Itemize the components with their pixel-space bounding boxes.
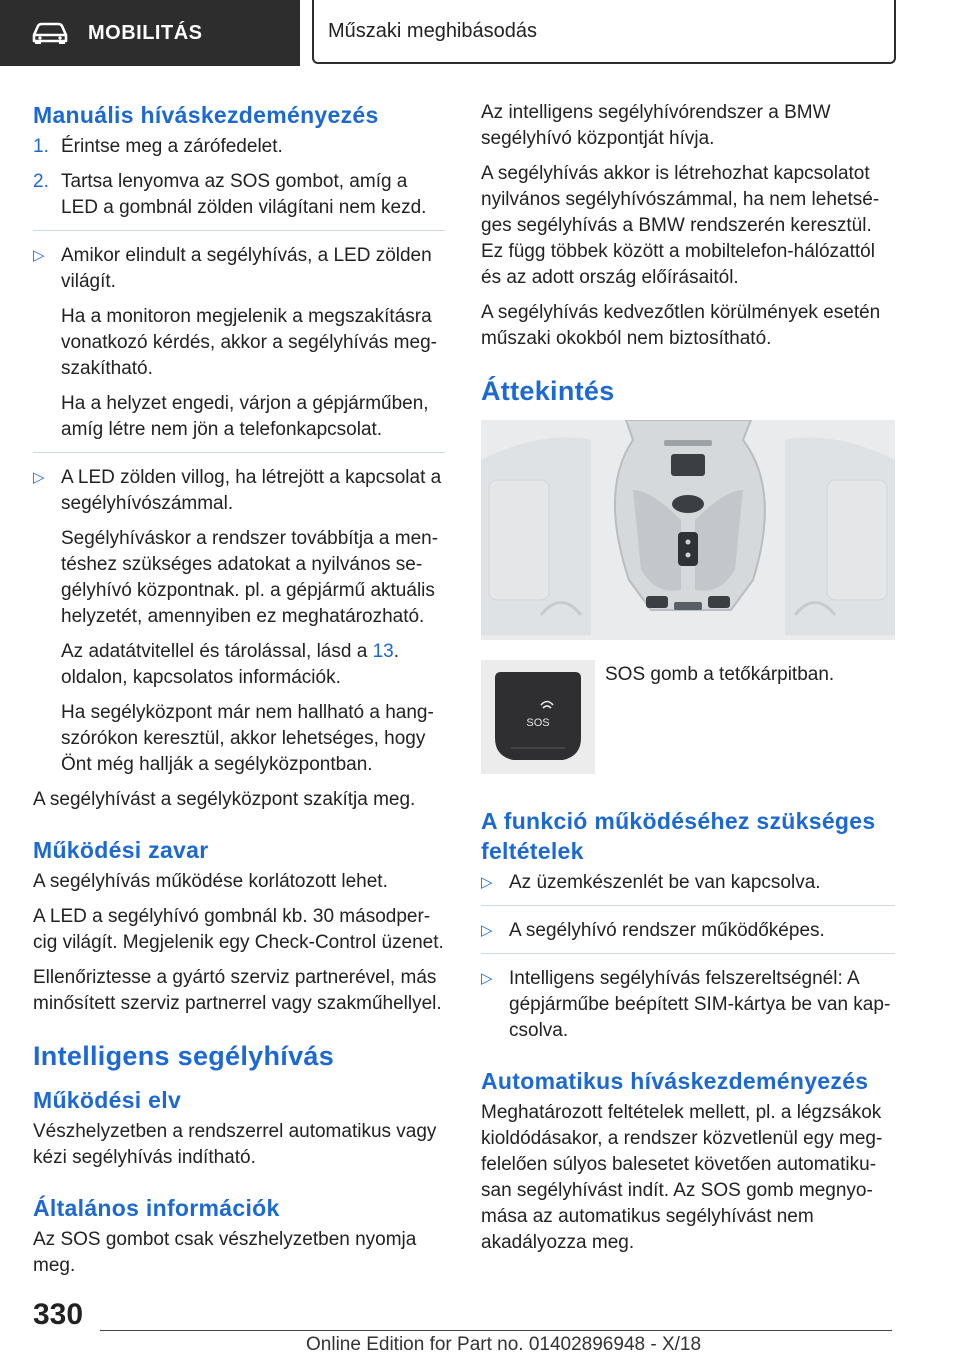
- triangle-bullet-icon: ▷: [33, 247, 45, 264]
- triangle-bullet-icon: ▷: [481, 874, 493, 891]
- end-call-text: A segélyhívást a segélyközpont szakítja meg.: [33, 789, 416, 810]
- divider: [481, 905, 895, 906]
- step-number: 2.: [33, 171, 49, 192]
- bullet-subtext: Segélyhíváskor a rendszer továbbítja a mentéshez szükséges adatokat a nyilvános segélyhívó központnak. pl. a gépjármű aktuális helyzetét, amennyiben ez meghatározható.: [61, 528, 439, 627]
- bullet-text: A LED zölden villog, ha létrejött a kapcsolat a segélyhívószámmal.: [61, 467, 442, 514]
- auto-call-text: Meghatározott feltételek mellett, pl. a légzsákok kioldódásakor, a rendszer közvetlenül egy megfelelően súlyos balesetet követően automatikusan segélyhívást indít. Az SOS gomb megnyomása az automatikus segélyhívást nem akadályozza meg.: [481, 1102, 883, 1253]
- subtext-part: Az adatátvitellel és tárolással, lásd a: [61, 641, 373, 662]
- malfunction-text: Ellenőriztesse a gyártó szerviz partnerével, más minősített szerviz partnerrel vagy szakműhellyel.: [33, 967, 442, 1014]
- left-column: [33, 100, 445, 1288]
- divider: [33, 230, 445, 231]
- malfunction-text: A LED a segélyhívó gombnál kb. 30 másodpercig világít. Megjelenik egy Check-Control üzenet.: [33, 906, 444, 953]
- divider: [481, 953, 895, 954]
- bullet-subtext: Ha a monitoron megjelenik a megszakításra vonatkozó kérdés, akkor a segélyhívás megszakítható.: [61, 306, 437, 379]
- sos-figure: [481, 660, 895, 776]
- principle-text: Vészhelyzetben a rendszerrel automatikus vagy kézi segélyhívás indítható.: [33, 1121, 437, 1168]
- body-text: A segélyhívás akkor is létrehozhat kapcsolatot nyilvános segélyhívószámmal, ha nem lehetséges segélyhívás a BMW rendszerén keresztül. Ez függ többek között a mobiltelefon-hálózattól és az adott ország előírásaitól.: [481, 163, 880, 288]
- bullet-subtext: Ha segélyközpont már nem hallható a hangszórókon keresztül, akkor lehetséges, hogy Önt még hallják a segélyközpontban.: [61, 702, 434, 775]
- step-2: [33, 169, 445, 221]
- requirement-text: Intelligens segélyhívás felszereltségnél: A gépjárműbe beépített SIM-kártya be van kapcsolva.: [509, 968, 891, 1041]
- step-text: Érintse meg a zárófedelet.: [61, 136, 283, 157]
- sos-caption: SOS gomb a tetőkárpitban.: [605, 664, 835, 685]
- intelligent-call-heading: Intelligens segélyhívás: [33, 1041, 335, 1071]
- subtext-part: . oldalon, kapcsolatos információk.: [61, 641, 399, 688]
- body-text: A segélyhívás kedvezőtlen körülmények esetén műszaki okokból nem biztosítható.: [481, 302, 881, 349]
- bullet-subtext: [33, 639, 445, 691]
- triangle-bullet-icon: ▷: [33, 469, 45, 486]
- general-info-heading: Általános információk: [33, 1195, 280, 1221]
- car-icon: [30, 21, 70, 45]
- step-1: [33, 134, 445, 160]
- overview-heading: Áttekintés: [481, 376, 615, 406]
- sos-button-image: [481, 660, 595, 774]
- malfunction-text: A segélyhívás működése korlátozott lehet.: [33, 871, 388, 892]
- chapter-tab: [312, 0, 896, 64]
- malfunction-heading: Működési zavar: [33, 837, 209, 863]
- edition-text: Online Edition for Part no. 01402896948 - X/18: [306, 1334, 702, 1355]
- triangle-bullet-icon: ▷: [481, 970, 493, 987]
- page-header: [0, 0, 960, 66]
- requirement-item: [481, 918, 895, 944]
- triangle-bullet-icon: ▷: [481, 922, 493, 939]
- divider: [33, 452, 445, 453]
- body-text: Az intelligens segélyhívórendszer a BMW segélyhívó központját hívja.: [481, 102, 831, 149]
- step-text: Tartsa lenyomva az SOS gombot, amíg a LED a gombnál zölden világítani nem kezd.: [61, 171, 427, 218]
- section-title: MOBILITÁS: [88, 21, 203, 44]
- principle-heading: Működési elv: [33, 1087, 182, 1113]
- auto-call-heading: Automatikus híváskezdeményezés: [481, 1068, 869, 1094]
- bullet-subtext: Ha a helyzet engedi, várjon a gépjárműben, amíg létre nem jön a telefonkapcsolat.: [61, 393, 429, 440]
- sos-button-label: SOS: [526, 717, 550, 729]
- requirement-text: Az üzemkészenlét be van kapcsolva.: [509, 872, 821, 893]
- result-bullet-1: [33, 243, 445, 295]
- requirement-text: A segélyhívó rendszer működőképes.: [509, 920, 825, 941]
- manual-call-heading: Manuális híváskezdeményezés: [33, 102, 379, 128]
- roof-console-illustration: [481, 420, 895, 640]
- bullet-text: Amikor elindult a segélyhívás, a LED zölden világít.: [61, 245, 432, 292]
- step-number: 1.: [33, 136, 49, 157]
- requirement-item: [481, 870, 895, 896]
- chapter-title: Műszaki meghibásodás: [328, 19, 537, 42]
- result-bullet-2: [33, 465, 445, 517]
- page-reference-link[interactable]: 13: [372, 641, 394, 662]
- section-tab: [0, 0, 300, 66]
- roof-console-image: [481, 420, 895, 640]
- requirements-heading: A funkció működéséhez szükséges feltételek: [481, 808, 876, 864]
- page-number: 330: [33, 1298, 84, 1331]
- footer-rule: [100, 1330, 892, 1331]
- general-info-text: Az SOS gombot csak vészhelyzetben nyomja meg.: [33, 1229, 417, 1276]
- requirement-item: [481, 966, 895, 1044]
- sos-button-illustration: [481, 660, 595, 774]
- right-column: [481, 100, 895, 1265]
